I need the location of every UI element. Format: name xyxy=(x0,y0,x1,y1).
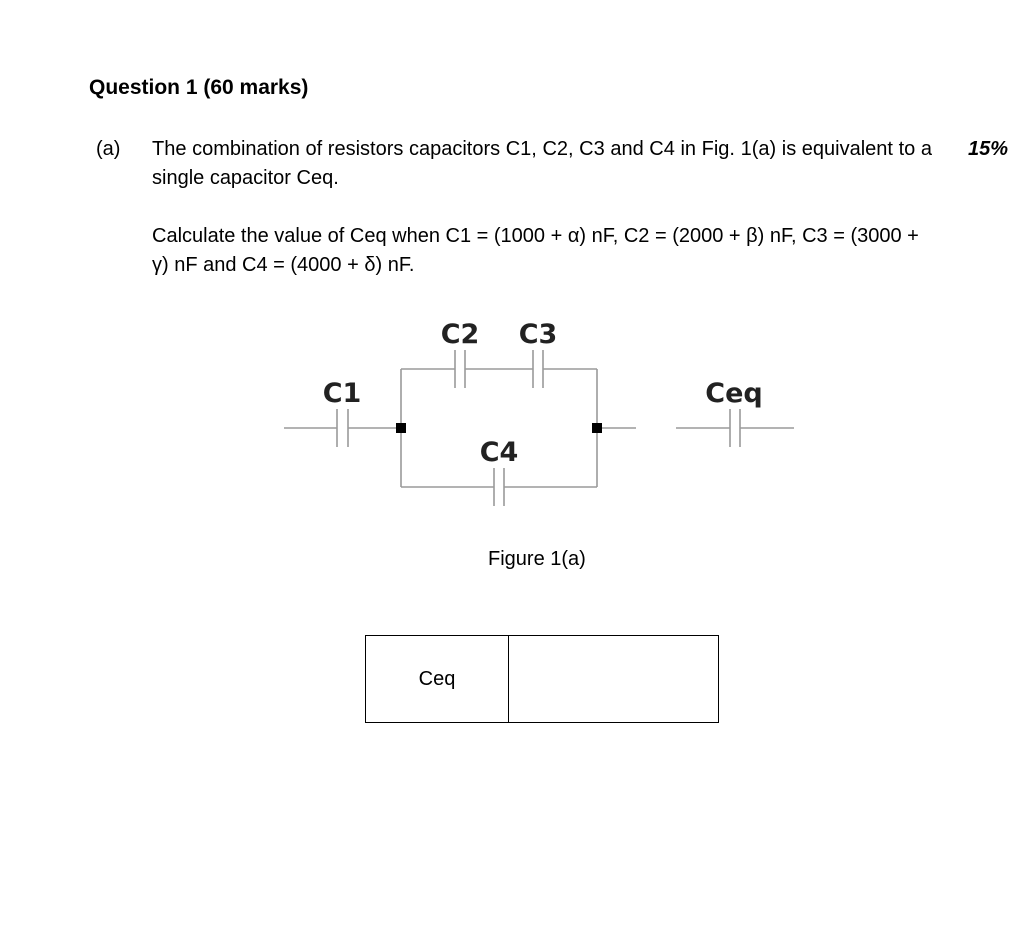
label-c2: C2 xyxy=(440,319,480,350)
question-text: The combination of resistors capacitors C1, C2, C3 and C4 in Fig. 1(a) is equivalent to a single capacitor Ceq. xyxy=(152,138,932,189)
answer-label-cell: Ceq xyxy=(366,636,509,723)
figure-caption: Figure 1(a) xyxy=(488,548,586,570)
capacitor-c2-symbol xyxy=(455,350,465,388)
capacitor-c4-symbol xyxy=(494,468,504,506)
answer-row xyxy=(366,636,719,723)
question-title: Question 1 (60 marks) xyxy=(89,76,309,99)
label-c1: C1 xyxy=(322,378,362,409)
instruction-text: Calculate the value of Ceq when C1 = (1000 + α) nF, C2 = (2000 + β) nF, C3 = (3000 + γ) nF and C4 = (4000 + δ) nF. xyxy=(152,225,919,276)
capacitor-ceq-symbol xyxy=(730,409,740,447)
capacitor-c3-symbol xyxy=(533,350,543,388)
left-node xyxy=(396,423,406,433)
marks-percentage: 15% xyxy=(968,138,1009,160)
circuit-diagram xyxy=(0,300,1036,520)
label-c4: C4 xyxy=(479,437,519,468)
answer-input-cell[interactable] xyxy=(509,636,719,723)
label-c3: C3 xyxy=(518,319,558,350)
part-label: (a) xyxy=(96,138,121,160)
right-node xyxy=(592,423,602,433)
label-ceq: Ceq xyxy=(705,378,763,409)
capacitor-c1-symbol xyxy=(337,409,348,447)
answer-table xyxy=(365,635,719,723)
